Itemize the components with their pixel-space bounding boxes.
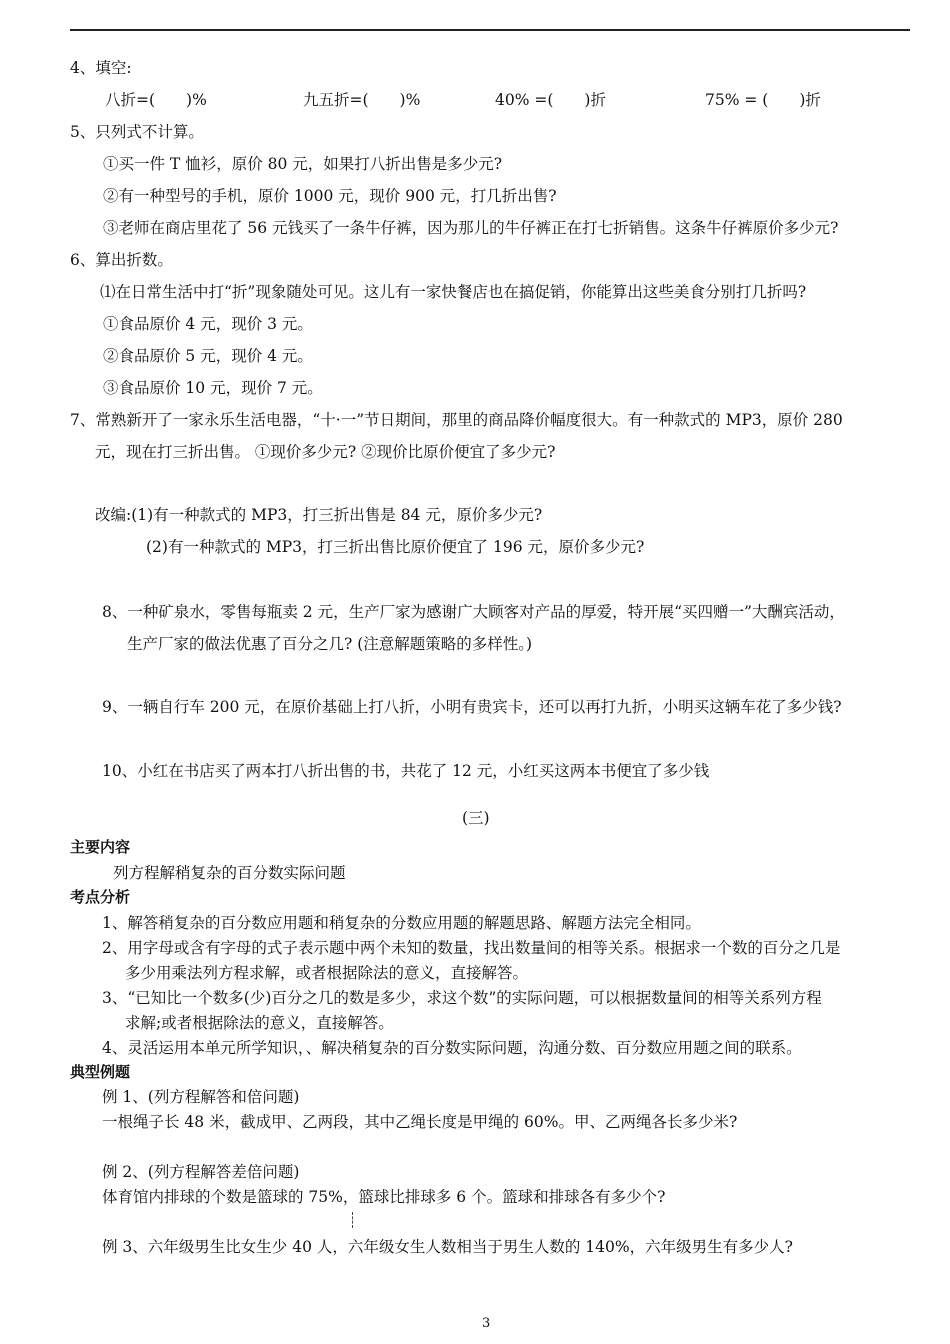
dashed-mark <box>352 1212 353 1228</box>
analysis-item-4: 4、灵活运用本单元所学知识，、解决稍复杂的百分数实际问题，沟通分数、百分数应用题之间的联系。 <box>102 1039 802 1057</box>
example-1-text: 一根绳子长 48 米，截成甲、乙两段，其中乙绳长度是甲绳的 60%。甲、乙两绳各长多少米? <box>102 1113 738 1131</box>
q7-adapt-2: (2)有一种款式的 MP3，打三折出售比原价便宜了 196 元，原价多少元? <box>146 538 645 556</box>
page-number: 3 <box>482 1316 491 1331</box>
example-2-title: 例 2、(列方程解答差倍问题) <box>102 1163 300 1181</box>
example-1-title: 例 1、(列方程解答和倍问题) <box>102 1088 300 1106</box>
q5-item-3: ③老师在商店里花了 56 元钱买了一条牛仔裤，因为那儿的牛仔裤正在打七折销售。这条牛仔裤原价多少元? <box>103 219 839 237</box>
main-content-text: 列方程解稍复杂的百分数实际问题 <box>113 864 346 882</box>
q6-intro: ⑴在日常生活中打“折”现象随处可见。这儿有一家快餐店也在搞促销，你能算出这些美食分别打几折吗? <box>100 283 807 301</box>
examples-heading: 典型例题 <box>70 1063 131 1081</box>
analysis-item-2: 2、用字母或含有字母的式子表示题中两个未知的数量，找出数量间的相等关系。根据求一个数的百分之几是 <box>102 939 841 957</box>
q8-line-1: 8、一种矿泉水，零售每瓶卖 2 元，生产厂家为感谢广大顾客对产品的厚爱，特开展“买四赠一”大酬宾活动， <box>102 603 845 621</box>
analysis-item-3-cont: 求解;或者根据除法的意义，直接解答。 <box>125 1014 394 1032</box>
main-content-heading: 主要内容 <box>70 838 131 856</box>
q5-title: 5、只列式不计算。 <box>70 123 204 141</box>
q6-item-1: ①食品原价 4 元，现价 3 元。 <box>103 315 313 333</box>
section-title: (三) <box>462 809 490 827</box>
q8-line-2: 生产厂家的做法优惠了百分之几? (注意解题策略的多样性。) <box>127 635 533 653</box>
q4-title: 4、填空: <box>70 59 132 77</box>
q5-item-1: ①买一件 T 恤衫，原价 80 元，如果打八折出售是多少元? <box>103 155 503 173</box>
q7-line-1: 7、常熟新开了一家永乐生活电器，“十·一”节日期间，那里的商品降价幅度很大。有一种款式的 MP3，原价 280 <box>70 411 843 429</box>
q9-text: 9、一辆自行车 200 元，在原价基础上打八折，小明有贵宾卡，还可以再打九折，小明买这辆车花了多少钱? <box>102 698 842 716</box>
example-3-text: 例 3、六年级男生比女生少 40 人，六年级女生人数相当于男生人数的 140%，六年级男生有多少人? <box>102 1238 793 1256</box>
q6-title: 6、算出折数。 <box>70 251 173 269</box>
q6-item-3: ③食品原价 10 元，现价 7 元。 <box>103 379 323 397</box>
analysis-item-1: 1、解答稍复杂的百分数应用题和稍复杂的分数应用题的解题思路、解题方法完全相同。 <box>102 914 701 932</box>
q4-item-1: 八折=( )% <box>105 91 207 109</box>
q7-adapt-1: 改编:(1)有一种款式的 MP3，打三折出售是 84 元，原价多少元? <box>95 506 543 524</box>
analysis-item-2-cont: 多少用乘法列方程求解，或者根据除法的意义，直接解答。 <box>125 964 529 982</box>
q4-item-4: 75% = ( )折 <box>705 91 821 109</box>
q6-item-2: ②食品原价 5 元，现价 4 元。 <box>103 347 313 365</box>
analysis-heading: 考点分析 <box>70 888 131 906</box>
example-2-text: 体育馆内排球的个数是篮球的 75%，篮球比排球多 6 个。篮球和排球各有多少个? <box>102 1188 666 1206</box>
q7-line-2: 元，现在打三折出售。 ①现价多少元? ②现价比原价便宜了多少元? <box>95 443 556 461</box>
q4-item-2: 九五折=( )% <box>303 91 421 109</box>
q4-item-3: 40% =( )折 <box>495 91 606 109</box>
q10-text: 10、小红在书店买了两本打八折出售的书，共花了 12 元，小红买这两本书便宜了多少钱 <box>102 762 710 780</box>
header-rule <box>70 29 910 31</box>
analysis-item-3: 3、“已知比一个数多(少)百分之几的数是多少，求这个数”的实际问题，可以根据数量间的相等关系列方程 <box>102 989 822 1007</box>
q5-item-2: ②有一种型号的手机，原价 1000 元，现价 900 元，打几折出售? <box>103 187 557 205</box>
